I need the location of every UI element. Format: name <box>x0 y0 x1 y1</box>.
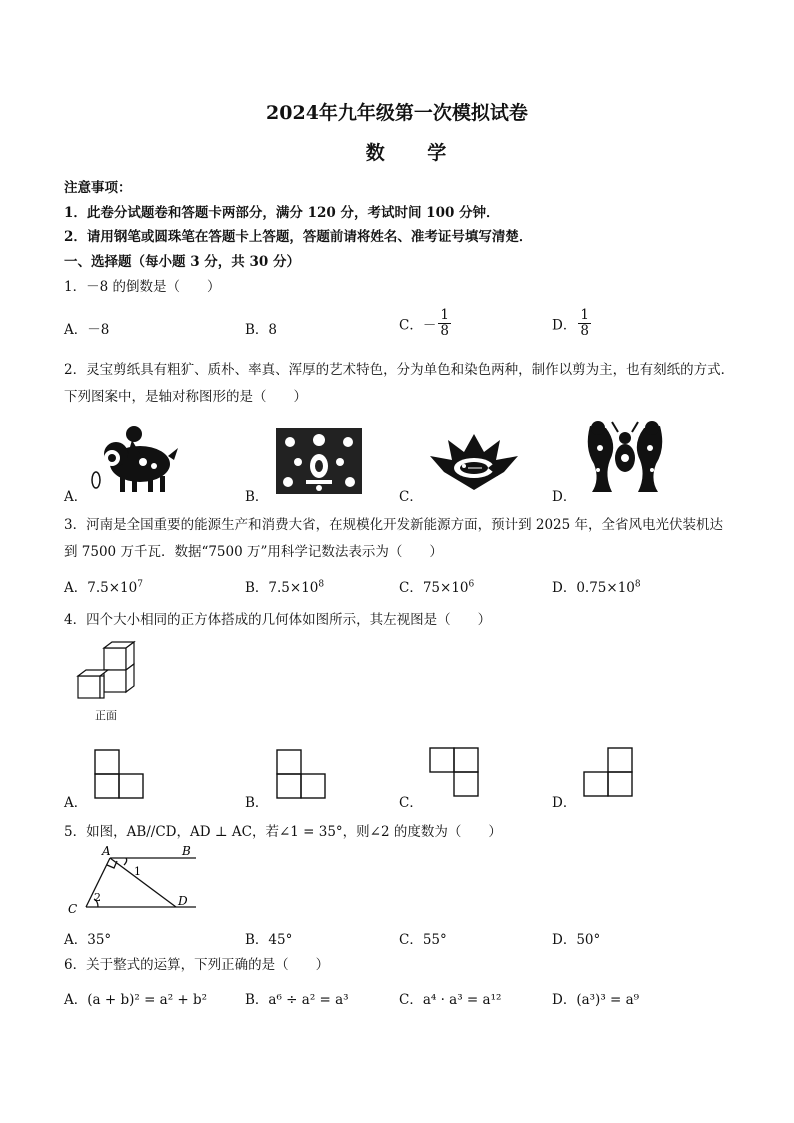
q5-option-a: A．35° <box>64 932 112 948</box>
q5-option-d: D．50° <box>552 932 601 948</box>
q1-option-d <box>552 308 591 339</box>
q1-option-a: A．－8 <box>64 322 110 338</box>
point-c-label: C <box>68 902 78 916</box>
q4-option-a-view <box>93 748 145 800</box>
q3-d-base: D．0.75×10 <box>552 580 635 596</box>
q1-option-c-fraction <box>438 308 451 339</box>
q1-option-b: B．8 <box>245 322 278 338</box>
q2-option-d: D． <box>552 489 577 505</box>
q4-option-c-view <box>428 746 480 798</box>
q2-option-a: A． <box>64 489 88 505</box>
point-d-label: D <box>178 894 188 908</box>
q6-option-a: A．(a + b)² = a² + b² <box>64 992 208 1008</box>
q4-option-c: C． <box>399 795 423 811</box>
papercut-pattern-image <box>276 428 362 494</box>
q4-front-label: 正面 <box>95 709 117 722</box>
q6-option-d: D．(a³)³ = a⁹ <box>552 992 640 1008</box>
q1-option-d-fraction <box>578 308 591 339</box>
q4-option-b-view <box>275 748 327 800</box>
fraction-numerator: 1 <box>580 307 589 323</box>
section-heading: 一、选择题（每小题 3 分，共 30 分） <box>64 254 300 270</box>
papercut-dragons-image <box>582 418 668 494</box>
q6-stem: 6．关于整式的运算，下列正确的是（ ） <box>64 957 330 973</box>
exam-title: 2024年九年级第一次模拟试卷 <box>266 102 528 124</box>
subject-title: 数 学 <box>365 142 465 164</box>
q5-stem: 5．如图，AB//CD，AD ⊥ AC，若∠1 = 35°，则∠2 的度数为（ ） <box>64 824 502 840</box>
q3-option-b <box>245 576 324 596</box>
q3-a-base: A．7.5×10 <box>64 580 138 596</box>
papercut-fish-lotus-image <box>428 432 520 494</box>
q3-option-d <box>552 576 641 596</box>
q3-option-c <box>399 576 474 596</box>
q2-option-c: C． <box>399 489 423 505</box>
q6-option-c: C．a⁴ · a³ = a¹² <box>399 992 502 1008</box>
point-b-label: B <box>182 844 191 858</box>
q4-option-b: B． <box>245 795 269 811</box>
fraction-numerator: 1 <box>440 307 449 323</box>
q2-option-b: B． <box>245 489 269 505</box>
q6-option-b: B．a⁶ ÷ a² = a³ <box>245 992 349 1008</box>
point-a-label: A <box>102 844 111 858</box>
notice-item-2: 2．请用钢笔或圆珠笔在答题卡上答题，答题前请将姓名、准考证号填写清楚． <box>64 229 533 245</box>
q1-stem: 1．－8 的倒数是（ ） <box>64 279 221 295</box>
angle-1-label: 1 <box>134 865 141 878</box>
notice-heading: 注意事项： <box>64 180 132 196</box>
q4-option-a: A． <box>64 795 88 811</box>
fraction-denominator: 8 <box>580 323 589 339</box>
q4-cube-figure <box>68 640 148 704</box>
q1-option-d-label: D． <box>552 317 577 334</box>
notice-item-1: 1．此卷分试题卷和答题卡两部分，满分 120 分，考试时间 100 分钟． <box>64 205 500 221</box>
q4-stem: 4．四个大小相同的正方体搭成的几何体如图所示，其左视图是（ ） <box>64 612 492 628</box>
q3-stem: 3．河南是全国重要的能源生产和消费大省，在规模化开发新能源方面，预计到 2025 年，全省风电光伏装机达到 7500 万千瓦．数据“7500 万”用科学记数法表示为（ ） <box>64 517 724 560</box>
q3-d-exponent: 8 <box>634 579 641 590</box>
fraction-denominator: 8 <box>440 323 449 339</box>
q3-option-a <box>64 576 143 596</box>
q3-b-base: B．7.5×10 <box>245 580 319 596</box>
q3-b-exponent: 8 <box>318 579 325 590</box>
q2-stem: 2．灵宝剪纸具有粗犷、质朴、率真、浑厚的艺术特色，分为单色和染色两种，制作以剪为主，也有刻纸的方式．下列图案中，是轴对称图形的是（ ） <box>64 362 735 405</box>
q3-c-exponent: 6 <box>468 579 475 590</box>
q1-option-c-label: C．－ <box>399 317 437 334</box>
q5-geometry-figure <box>64 843 204 917</box>
q4-option-d-view <box>582 746 634 798</box>
q3-c-base: C．75×10 <box>399 580 469 596</box>
q4-option-d: D． <box>552 795 577 811</box>
papercut-ox-image <box>88 420 180 496</box>
q1-option-c <box>399 308 451 339</box>
q5-option-c: C．55° <box>399 932 447 948</box>
angle-2-label: 2 <box>94 891 101 904</box>
q5-option-b: B．45° <box>245 932 293 948</box>
q3-a-exponent: 7 <box>137 579 143 590</box>
